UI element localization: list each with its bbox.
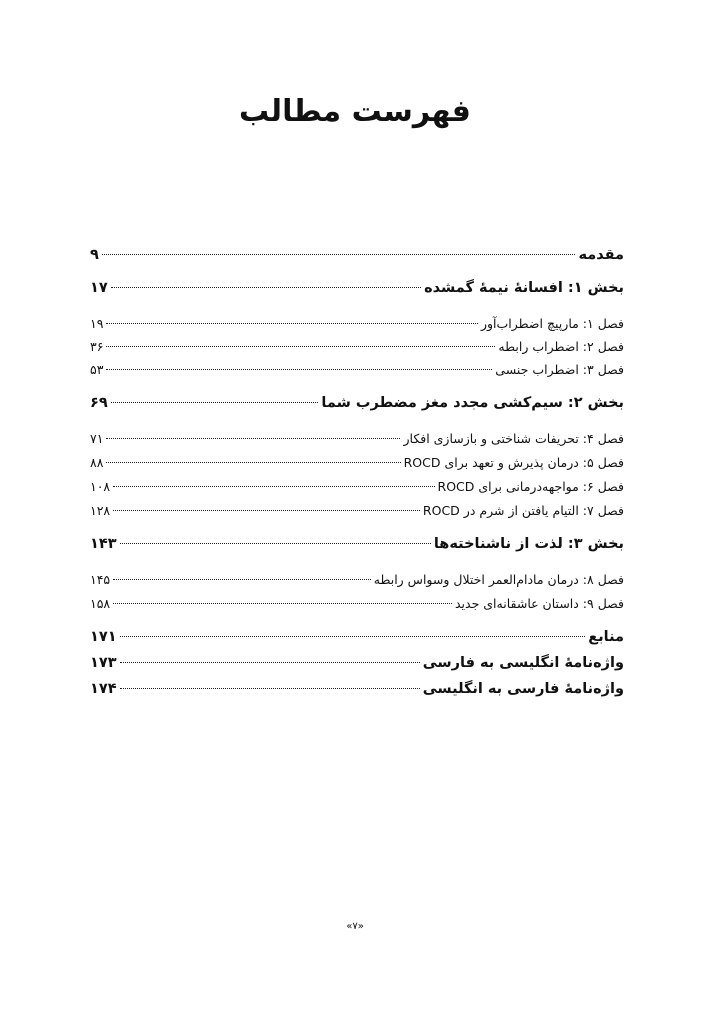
dot-leader — [106, 438, 400, 439]
toc-entry-page: ۵۳ — [90, 362, 104, 377]
toc-entry-label: فصل ۶: مواجهه‌درمانی برای ROCD — [437, 479, 624, 494]
toc-entry-label: فصل ۳: اضطراب جنسی — [495, 362, 624, 377]
dot-leader — [111, 287, 421, 288]
toc-entry-glossary-en-fa[interactable] — [90, 652, 624, 674]
toc-entry-chapter-4[interactable] — [90, 428, 624, 450]
toc-entry-page: ۹ — [90, 247, 99, 263]
toc-entry-page: ۱۷۳ — [90, 655, 117, 671]
dot-leader — [120, 662, 420, 663]
dot-leader — [106, 323, 478, 324]
toc-entry-page: ۱۵۸ — [90, 596, 111, 611]
dot-leader — [106, 369, 492, 370]
toc-entry-label: بخش ۱: افسانۀ نیمۀ گمشده — [424, 280, 624, 296]
toc-entry-page: ۷۱ — [90, 431, 104, 446]
dot-leader — [113, 603, 452, 604]
toc-entry-label: فصل ۹: داستان عاشقانه‌ای جدید — [454, 596, 624, 611]
toc-entry-label: فصل ۲: اضطراب رابطه — [498, 339, 624, 354]
toc-entry-label: واژه‌نامۀ فارسی به انگلیسی — [422, 681, 624, 697]
toc-entry-page: ۱۴۵ — [90, 572, 111, 587]
page-number: «۷» — [346, 921, 364, 932]
toc-entry-label: فصل ۸: درمان مادام‌العمر اختلال وسواس رابطه — [373, 572, 624, 587]
toc-entry-label: فصل ۵: درمان پذیرش و تعهد برای ROCD — [403, 455, 624, 470]
toc-entry-page: ۱۹ — [90, 316, 104, 331]
toc-entry-chapter-8[interactable] — [90, 569, 624, 591]
toc-entry-label: مقدمه — [578, 247, 624, 263]
toc-entry-page: ۸۸ — [90, 455, 104, 470]
dot-leader — [113, 510, 420, 511]
toc-entry-introduction[interactable] — [90, 244, 624, 266]
toc-entry-chapter-6[interactable] — [90, 476, 624, 498]
dot-leader — [106, 462, 400, 463]
toc-entry-page: ۱۲۸ — [90, 503, 111, 518]
toc-entry-page: ۱۷۱ — [90, 629, 117, 645]
toc-entry-part-2[interactable] — [90, 392, 624, 414]
toc-entry-chapter-7[interactable] — [90, 500, 624, 522]
toc-entry-chapter-1[interactable] — [90, 313, 624, 335]
toc-entry-chapter-5[interactable] — [90, 452, 624, 474]
dot-leader — [106, 346, 495, 347]
toc-entry-page: ۱۴۳ — [90, 536, 117, 552]
toc-entry-glossary-fa-en[interactable] — [90, 678, 624, 700]
page-title: فهرست مطالب — [239, 94, 471, 129]
toc-entry-chapter-9[interactable] — [90, 593, 624, 615]
toc-entry-part-1[interactable] — [90, 277, 624, 299]
toc-entry-label: واژه‌نامۀ انگلیسی به فارسی — [422, 655, 624, 671]
dot-leader — [113, 579, 371, 580]
toc-entry-label: بخش ۳: لذت از ناشناخته‌ها — [433, 536, 624, 552]
toc-entry-chapter-2[interactable] — [90, 336, 624, 358]
toc-entry-page: ۶۹ — [90, 395, 108, 411]
toc-entry-label: فصل ۴: تحریفات شناختی و بازسازی افکار — [403, 431, 624, 446]
toc-entry-references[interactable] — [90, 626, 624, 648]
toc-entry-page: ۱۷۴ — [90, 681, 117, 697]
toc-entry-label: منابع — [588, 629, 624, 645]
dot-leader — [113, 486, 434, 487]
dot-leader — [120, 636, 586, 637]
dot-leader — [120, 543, 431, 544]
toc-entry-label: بخش ۲: سیم‌کشی مجدد مغز مضطرب شما — [321, 395, 624, 411]
toc-entry-label: فصل ۱: مارپیچ اضطراب‌آور — [480, 316, 624, 331]
toc-entry-page: ۱۷ — [90, 280, 108, 296]
dot-leader — [111, 402, 319, 403]
toc-entry-chapter-3[interactable] — [90, 359, 624, 381]
toc-entry-part-3[interactable] — [90, 533, 624, 555]
toc-entry-page: ۱۰۸ — [90, 479, 111, 494]
dot-leader — [120, 688, 420, 689]
toc-entry-page: ۳۶ — [90, 339, 104, 354]
toc-entry-label: فصل ۷: التیام یافتن از شرم در ROCD — [422, 503, 624, 518]
dot-leader — [102, 254, 576, 255]
